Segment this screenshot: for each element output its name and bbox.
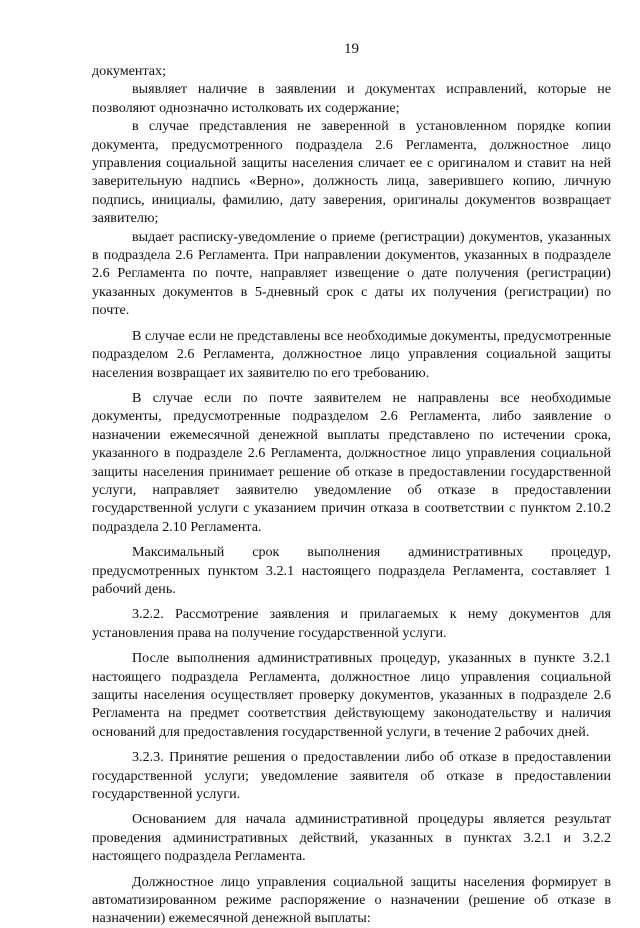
paragraph-3: в случае представления не заверенной в установленном порядке копии документа, предусмотренного подраздела 2.6 Регламента, должностное лицо управления социальной защиты населения сличает ее с оригиналом и ставит на ней заверительную надпись «Верно», должность лица, заверившего копию, личную подпись, инициалы, фамилию, дату заверения, оригиналы документов возвращает заявителю; [92,118,611,227]
page-number: 19 [344,41,359,57]
paragraph-10: 3.2.3. Принятие решения о предоставлении либо об отказе в предоставлении государственной услуги; уведомление заявителя об отказе в предоставлении государственной услуги. [92,749,611,803]
paragraph-4: выдает расписку-уведомление о приеме (регистрации) документов, указанных в подраздела 2.6 Регламента. При направлении документов, указанных в подразделе 2.6 Регламента по почте, направляет извещение о дате получения (регистрации) указанных документов в 5-дневный срок с даты их получения (регистрации) по почте. [92,228,611,319]
paragraph-11: Основанием для начала административной процедуры является результат проведения административных действий, указанных в пунктах 3.2.1 и 3.2.2 настоящего подраздела Регламента. [92,811,611,865]
paragraph-5: В случае если не представлены все необходимые документы, предусмотренные подразделом 2.6 Регламента, должностное лицо управления социальной защиты населения возвращает их заявителю по его требованию. [92,327,611,381]
paragraph-6: В случае если по почте заявителем не направлены все необходимые документы, предусмотренные подразделом 2.6 Регламента, либо заявление о назначении ежемесячной денежной выплаты представлено по истечении срока, указанного в подразделе 2.6 Регламента, должностное лицо управления социальной защиты населения принимает решение об отказе в предоставлении государственной услуги, направляет заявителю уведомление об отказе в предоставлении государственной услуги с указанием причин отказа в соответствии с пунктом 2.10.2 подраздела 2.10 Регламента. [92,389,611,535]
paragraph-1: документах; [92,63,166,79]
paragraph-12: Должностное лицо управления социальной защиты населения формирует в автоматизированном режиме распоряжение о назначении (решение об отказе в назначении) ежемесячной денежной выплаты: [92,873,611,927]
paragraph-9: После выполнения административных процедур, указанных в пункте 3.2.1 настоящего подраздела Регламента, должностное лицо управления социальной защиты населения осуществляет проверку документов, указанных в подразделе 2.6 Регламента на предмет соответствия действующему законодательству и наличия оснований для предоставления государственной услуги, в течение 2 рабочих дней. [92,650,611,740]
paragraph-2: выявляет наличие в заявлении и документах исправлений, которые не позволяют однозначно истолковать их содержание; [92,81,611,116]
paragraph-7: Максимальный срок выполнения административных процедур, предусмотренных пунктом 3.2.1 настоящего подраздела Регламента, составляет 1 рабочий день. [92,544,611,597]
document-body [92,62,611,928]
paragraph-8: 3.2.2. Рассмотрение заявления и прилагаемых к нему документов для установления права на получение государственной услуги. [92,606,611,641]
